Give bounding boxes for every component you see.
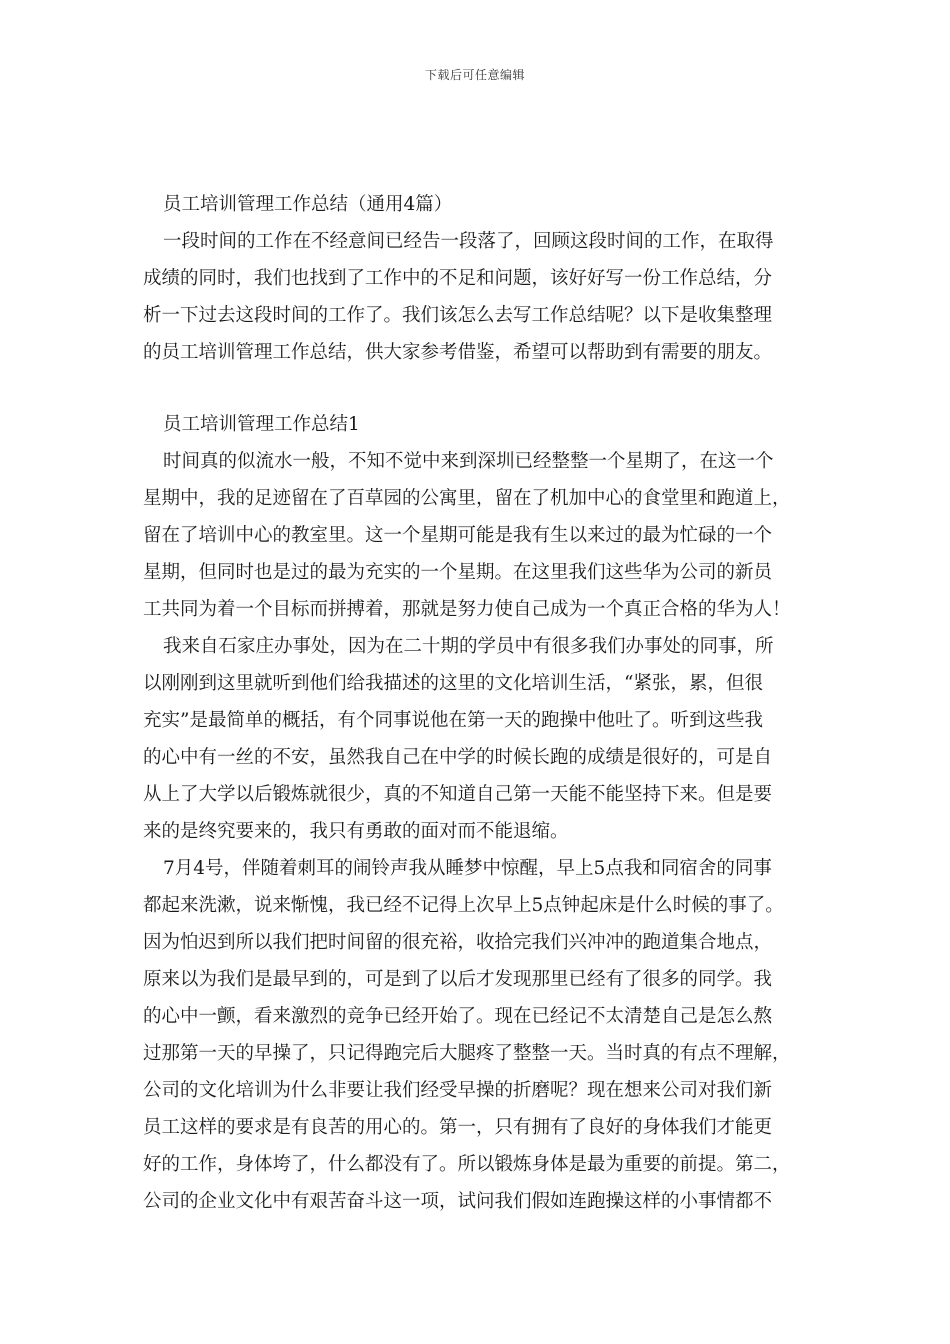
header-note: 下载后可任意编辑 — [424, 68, 525, 82]
paragraph-line: 公司的文化培训为什么非要让我们经受早操的折磨呢？现在想来公司对我们新 — [143, 1080, 773, 1101]
paragraph-line: 析一下过去这段时间的工作了。我们该怎么去写工作总结呢？以下是收集整理 — [143, 305, 773, 326]
paragraph-line: 成绩的同时，我们也找到了工作中的不足和问题，该好好写一份工作总结，分 — [143, 268, 773, 289]
paragraph-line: 原来以为我们是最早到的，可是到了以后才发现那里已经有了很多的同学。我 — [143, 969, 773, 990]
paragraph-line: 的心中有一丝的不安，虽然我自己在中学的时候长跑的成绩是很好的，可是自 — [143, 747, 773, 768]
paragraph-line: 7月4号，伴随着刺耳的闹铃声我从睡梦中惊醒，早上5点我和同宿舍的同事 — [163, 858, 772, 879]
section-title: 员工培训管理工作总结1 — [163, 414, 360, 435]
paragraph-line: 时间真的似流水一般，不知不觉中来到深圳已经整整一个星期了，在这一个 — [163, 451, 774, 472]
paragraph-line: 员工这样的要求是有良苦的用心的。第一，只有拥有了良好的身体我们才能更 — [143, 1117, 773, 1138]
paragraph-line: 公司的企业文化中有艰苦奋斗这一项，试问我们假如连跑操这样的小事情都不 — [143, 1191, 773, 1212]
paragraph-line: 来的是终究要来的，我只有勇敢的面对而不能退缩。 — [143, 821, 569, 842]
paragraph-line: 一段时间的工作在不经意间已经告一段落了，回顾这段时间的工作，在取得 — [163, 231, 774, 252]
paragraph-line: 的心中一颤，看来激烈的竞争已经开始了。现在已经记不太清楚自己是怎么熬 — [143, 1006, 773, 1027]
paragraph-line: 充实”是最简单的概括，有个同事说他在第一天的跑操中他吐了。听到这些我 — [143, 710, 763, 731]
paragraph-line: 好的工作，身体垮了，什么都没有了。所以锻炼身体是最为重要的前提。第二， — [143, 1154, 791, 1175]
document-title: 员工培训管理工作总结（通用4篇） — [163, 194, 453, 215]
intro-paragraph — [143, 223, 823, 371]
paragraph-3 — [143, 850, 823, 1220]
paragraph-line: 的员工培训管理工作总结，供大家参考借鉴，希望可以帮助到有需要的朋友。 — [143, 342, 773, 363]
paragraph-line: 因为怕迟到所以我们把时间留的很充裕，收拾完我们兴冲冲的跑道集合地点， — [143, 932, 773, 953]
paragraph-line: 从上了大学以后锻炼就很少，真的不知道自己第一天能不能坚持下来。但是要 — [143, 784, 773, 805]
paragraph-line: 星期，但同时也是过的最为充实的一个星期。在这里我们这些华为公司的新员 — [143, 562, 773, 583]
blank-line — [143, 371, 823, 406]
paragraph-line: 以刚刚到这里就听到他们给我描述的这里的文化培训生活，“紧张，累，但很 — [143, 673, 763, 694]
document-body — [143, 186, 823, 1220]
paragraph-line: 工共同为着一个目标而拼搏着，那就是努力使自己成为一个真正合格的华为人！ — [143, 599, 791, 620]
paragraph-1 — [143, 443, 823, 628]
paragraph-line: 过那第一天的早操了，只记得跑完后大腿疼了整整一天。当时真的有点不理解， — [143, 1043, 791, 1064]
paragraph-line: 留在了培训中心的教室里。这一个星期可能是我有生以来过的最为忙碌的一个 — [143, 525, 773, 546]
paragraph-line: 我来自石家庄办事处，因为在二十期的学员中有很多我们办事处的同事，所 — [163, 636, 774, 657]
paragraph-line: 星期中，我的足迹留在了百草园的公寓里，留在了机加中心的食堂里和跑道上， — [143, 488, 791, 509]
paragraph-2 — [143, 628, 823, 850]
paragraph-line: 都起来洗漱，说来惭愧，我已经不记得上次早上5点钟起床是什么时候的事了。 — [143, 895, 784, 916]
